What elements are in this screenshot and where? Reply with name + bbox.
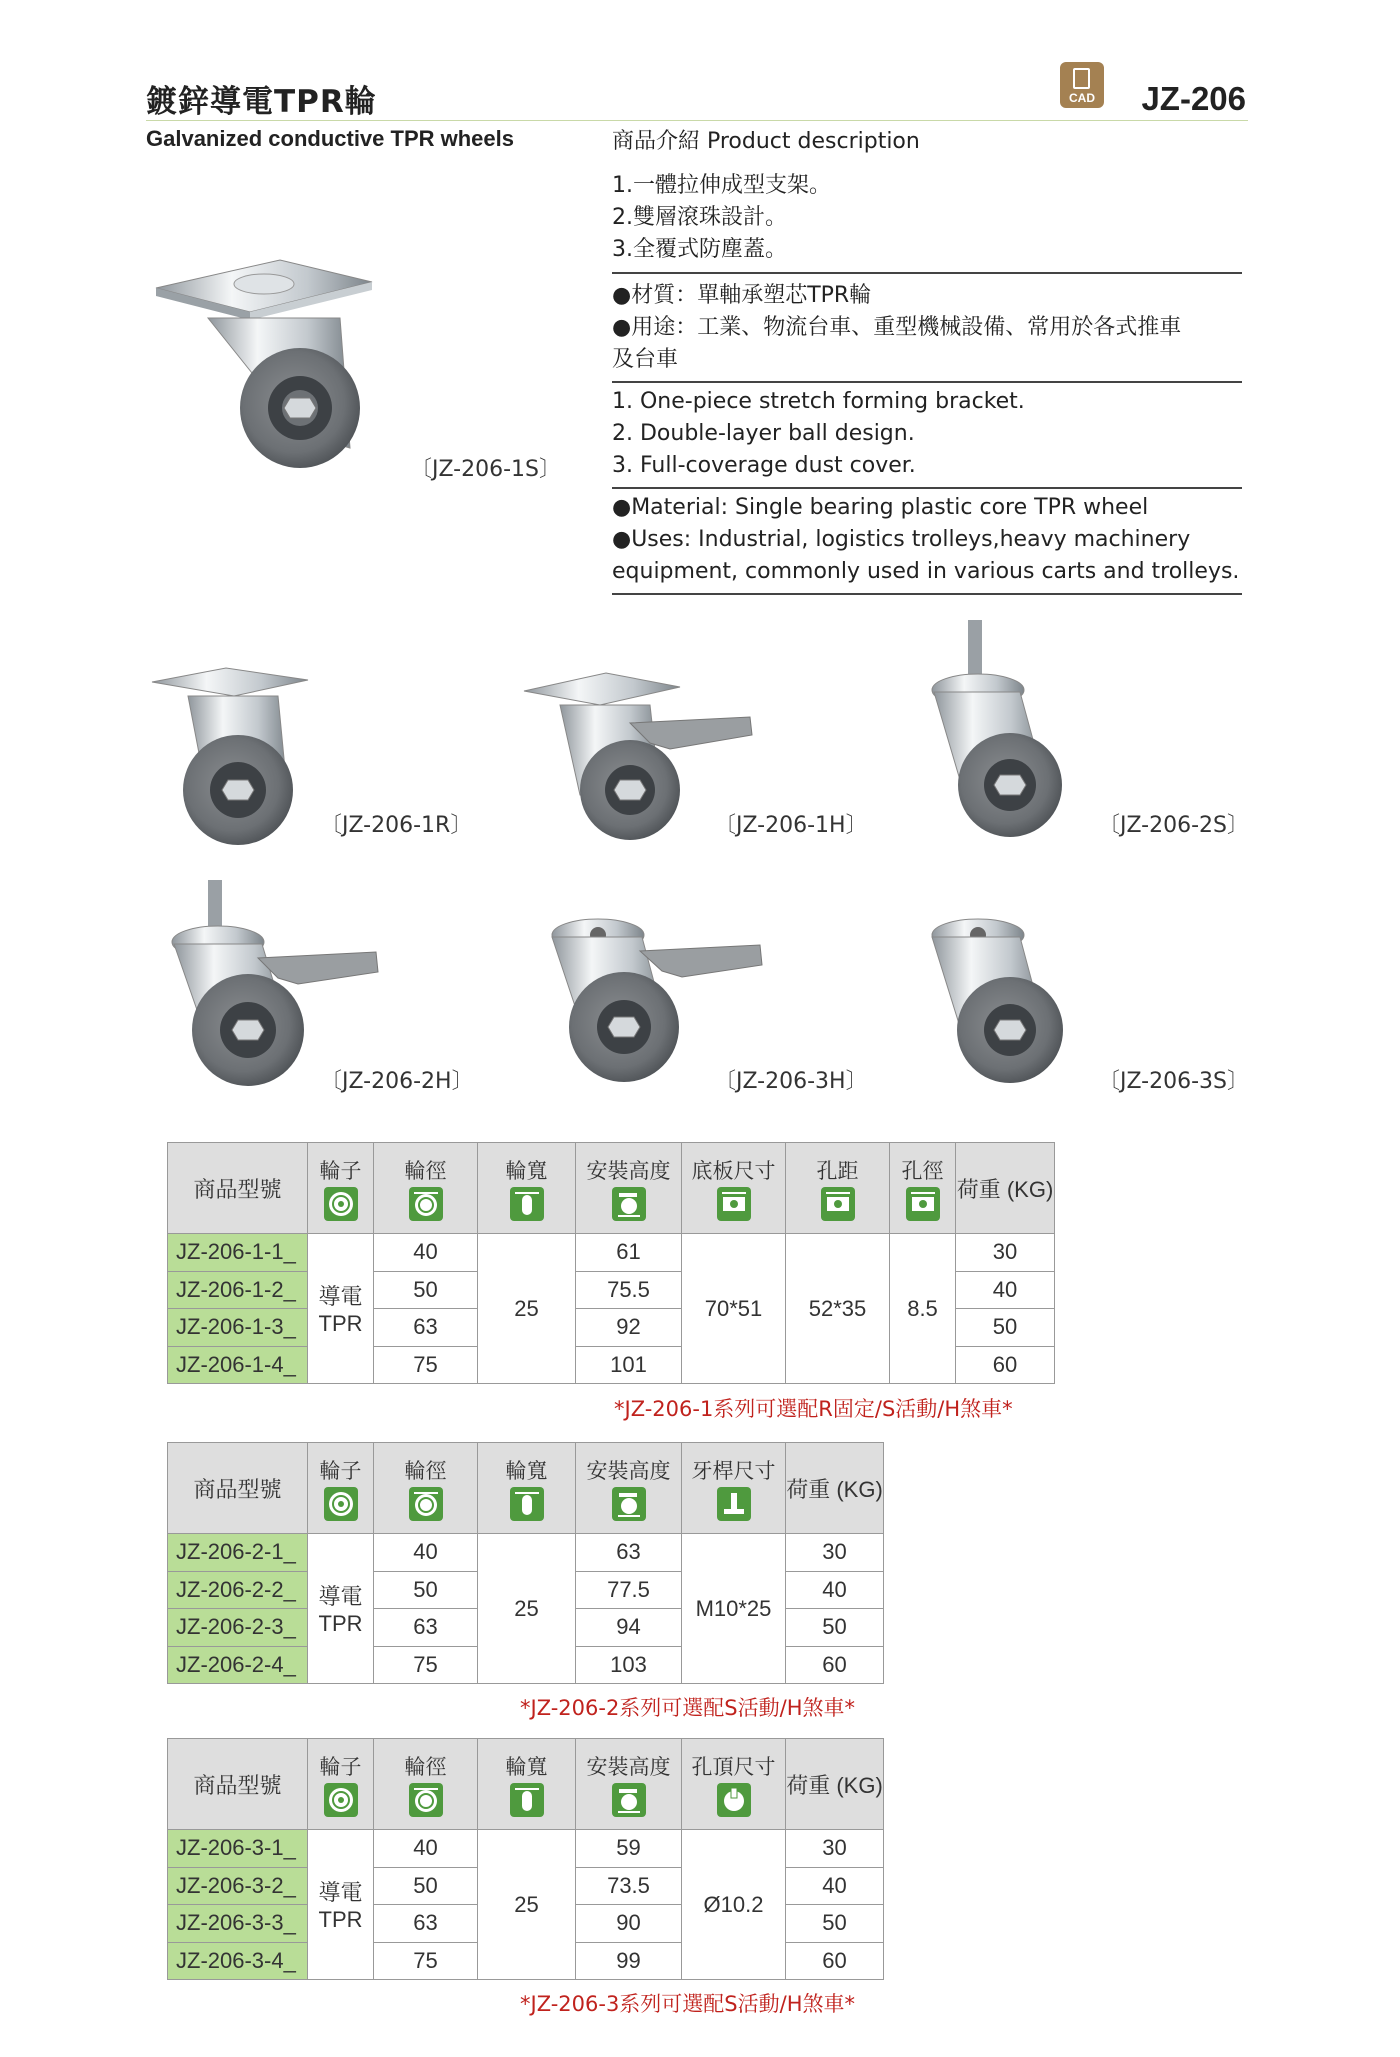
caster-3s-image bbox=[920, 915, 1080, 1090]
en-feature-2: 2. Double-layer ball design. bbox=[612, 421, 915, 446]
diameter-icon bbox=[409, 1187, 443, 1221]
cad-label: CAD bbox=[1069, 91, 1095, 105]
table3-note: *JZ-206-3系列可選配S活動/H煞車* bbox=[520, 1992, 856, 2016]
hole-distance-icon bbox=[821, 1187, 855, 1221]
height-cell: 103 bbox=[576, 1646, 682, 1684]
model-cell: JZ-206-1-2_ bbox=[168, 1271, 308, 1309]
wheel-type-cell: 導電 TPR bbox=[308, 1830, 374, 1980]
height-cell: 99 bbox=[576, 1942, 682, 1980]
diameter-cell: 50 bbox=[374, 1271, 478, 1309]
description-heading: 商品介紹 Product description bbox=[612, 129, 920, 154]
header-height: 安裝高度 bbox=[576, 1443, 682, 1534]
top-hole-icon bbox=[717, 1783, 751, 1817]
title-zh: 鍍鋅導電TPR輪 bbox=[146, 84, 377, 120]
spec-table-3 bbox=[167, 1738, 884, 1980]
table2-note: *JZ-206-2系列可選配S活動/H煞車* bbox=[520, 1696, 856, 1720]
hole-icon bbox=[906, 1187, 940, 1221]
header-model: 商品型號 bbox=[168, 1443, 308, 1534]
header-wheel: 輪子 bbox=[308, 1143, 374, 1234]
desc-rule-4 bbox=[612, 593, 1242, 595]
header-width: 輪寬 bbox=[478, 1739, 576, 1830]
height-cell: 63 bbox=[576, 1534, 682, 1572]
height-cell: 90 bbox=[576, 1905, 682, 1943]
model-cell: JZ-206-1-3_ bbox=[168, 1309, 308, 1347]
height-cell: 73.5 bbox=[576, 1867, 682, 1905]
load-cell: 60 bbox=[786, 1646, 884, 1684]
model-cell: JZ-206-2-3_ bbox=[168, 1609, 308, 1647]
caster-3h-label: 〔JZ-206-3H〕 bbox=[714, 1069, 868, 1094]
caster-2s-image bbox=[920, 620, 1080, 840]
model-number: JZ-206 bbox=[1141, 80, 1246, 117]
load-cell: 30 bbox=[956, 1234, 1055, 1272]
header-hole-distance: 孔距 bbox=[786, 1143, 890, 1234]
height-cell: 75.5 bbox=[576, 1271, 682, 1309]
caster-2h-image bbox=[168, 880, 388, 1090]
height-cell: 101 bbox=[576, 1346, 682, 1384]
diameter-cell: 50 bbox=[374, 1571, 478, 1609]
caster-1s-image bbox=[150, 248, 380, 493]
model-cell: JZ-206-2-1_ bbox=[168, 1534, 308, 1572]
plate-icon bbox=[717, 1187, 751, 1221]
caster-1h-label: 〔JZ-206-1H〕 bbox=[714, 813, 868, 838]
header-height: 安裝高度 bbox=[576, 1739, 682, 1830]
thread-cell: M10*25 bbox=[682, 1534, 786, 1684]
diameter-cell: 40 bbox=[374, 1830, 478, 1868]
width-cell: 25 bbox=[478, 1234, 576, 1384]
caster-2s-label: 〔JZ-206-2S〕 bbox=[1098, 813, 1250, 838]
load-cell: 40 bbox=[786, 1571, 884, 1609]
header-width: 輪寬 bbox=[478, 1443, 576, 1534]
diameter-cell: 75 bbox=[374, 1346, 478, 1384]
width-cell: 25 bbox=[478, 1830, 576, 1980]
load-cell: 50 bbox=[786, 1609, 884, 1647]
plate-cell: 70*51 bbox=[682, 1234, 786, 1384]
header-height: 安裝高度 bbox=[576, 1143, 682, 1234]
en-material: ●Material: Single bearing plastic core TPR wheel bbox=[612, 495, 1149, 520]
load-cell: 50 bbox=[786, 1905, 884, 1943]
height-cell: 92 bbox=[576, 1309, 682, 1347]
diameter-cell: 75 bbox=[374, 1942, 478, 1980]
diameter-cell: 63 bbox=[374, 1309, 478, 1347]
zh-feature-1: 1.一體拉伸成型支架。 bbox=[612, 173, 831, 198]
height-icon bbox=[612, 1783, 646, 1817]
height-icon bbox=[612, 1187, 646, 1221]
load-cell: 60 bbox=[786, 1942, 884, 1980]
cad-download-button[interactable] bbox=[1060, 62, 1104, 108]
header-thread: 牙桿尺寸 bbox=[682, 1443, 786, 1534]
load-cell: 50 bbox=[956, 1309, 1055, 1347]
zh-feature-3: 3.全覆式防塵蓋。 bbox=[612, 237, 787, 262]
hole-distance-cell: 52*35 bbox=[786, 1234, 890, 1384]
header-model: 商品型號 bbox=[168, 1739, 308, 1830]
header-divider bbox=[146, 120, 1248, 121]
header-wheel: 輪子 bbox=[308, 1443, 374, 1534]
diameter-cell: 40 bbox=[374, 1234, 478, 1272]
load-cell: 40 bbox=[956, 1271, 1055, 1309]
wheel-type-cell: 導電 TPR bbox=[308, 1234, 374, 1384]
wheel-icon bbox=[324, 1783, 358, 1817]
header-plate: 底板尺寸 bbox=[682, 1143, 786, 1234]
header-top-hole: 孔頂尺寸 bbox=[682, 1739, 786, 1830]
caster-1r-image bbox=[148, 660, 318, 850]
header-model: 商品型號 bbox=[168, 1143, 308, 1234]
header-diameter: 輪徑 bbox=[374, 1443, 478, 1534]
height-cell: 61 bbox=[576, 1234, 682, 1272]
header-load: 荷重 (KG) bbox=[786, 1739, 884, 1830]
width-cell: 25 bbox=[478, 1534, 576, 1684]
en-use-2: equipment, commonly used in various carts and trolleys. bbox=[612, 559, 1240, 584]
caster-1s-label: 〔JZ-206-1S〕 bbox=[410, 457, 562, 482]
caster-3s-label: 〔JZ-206-3S〕 bbox=[1098, 1069, 1250, 1094]
en-feature-3: 3. Full-coverage dust cover. bbox=[612, 453, 916, 478]
spec-table-1 bbox=[167, 1142, 1055, 1384]
load-cell: 30 bbox=[786, 1534, 884, 1572]
header-load: 荷重 (KG) bbox=[956, 1143, 1055, 1234]
en-use-1: ●Uses: Industrial, logistics trolleys,heavy machinery bbox=[612, 527, 1191, 552]
height-icon bbox=[612, 1487, 646, 1521]
load-cell: 30 bbox=[786, 1830, 884, 1868]
zh-material: ●材質：單軸承塑芯TPR輪 bbox=[612, 283, 872, 308]
header-width: 輪寬 bbox=[478, 1143, 576, 1234]
zh-feature-2: 2.雙層滾珠設計。 bbox=[612, 205, 787, 230]
table1-note: *JZ-206-1系列可選配R固定/S活動/H煞車* bbox=[614, 1397, 1013, 1421]
width-icon bbox=[510, 1783, 544, 1817]
diameter-cell: 40 bbox=[374, 1534, 478, 1572]
model-cell: JZ-206-3-1_ bbox=[168, 1830, 308, 1868]
document-icon bbox=[1073, 68, 1090, 89]
model-cell: JZ-206-3-2_ bbox=[168, 1867, 308, 1905]
diameter-icon bbox=[409, 1487, 443, 1521]
diameter-cell: 50 bbox=[374, 1867, 478, 1905]
caster-1r-label: 〔JZ-206-1R〕 bbox=[320, 813, 473, 838]
model-cell: JZ-206-1-1_ bbox=[168, 1234, 308, 1272]
model-cell: JZ-206-1-4_ bbox=[168, 1346, 308, 1384]
width-icon bbox=[510, 1487, 544, 1521]
spec-table-2 bbox=[167, 1442, 884, 1684]
thread-icon bbox=[717, 1487, 751, 1521]
desc-rule-1 bbox=[612, 272, 1242, 274]
top-hole-cell: Ø10.2 bbox=[682, 1830, 786, 1980]
diameter-icon bbox=[409, 1783, 443, 1817]
zh-use-2: 及台車 bbox=[612, 347, 679, 372]
title-en: Galvanized conductive TPR wheels bbox=[146, 126, 514, 151]
caster-2h-label: 〔JZ-206-2H〕 bbox=[320, 1069, 474, 1094]
header-diameter: 輪徑 bbox=[374, 1143, 478, 1234]
diameter-cell: 63 bbox=[374, 1905, 478, 1943]
wheel-icon bbox=[324, 1487, 358, 1521]
height-cell: 59 bbox=[576, 1830, 682, 1868]
load-cell: 40 bbox=[786, 1867, 884, 1905]
model-cell: JZ-206-2-2_ bbox=[168, 1571, 308, 1609]
model-cell: JZ-206-3-4_ bbox=[168, 1942, 308, 1980]
wheel-type-cell: 導電 TPR bbox=[308, 1534, 374, 1684]
en-feature-1: 1. One-piece stretch forming bracket. bbox=[612, 389, 1025, 414]
desc-rule-2 bbox=[612, 381, 1242, 383]
model-cell: JZ-206-3-3_ bbox=[168, 1905, 308, 1943]
zh-use-1: ●用途：工業、物流台車、重型機械設備、常用於各式推車 bbox=[612, 315, 1182, 340]
hole-cell: 8.5 bbox=[890, 1234, 956, 1384]
header-diameter: 輪徑 bbox=[374, 1739, 478, 1830]
model-cell: JZ-206-2-4_ bbox=[168, 1646, 308, 1684]
load-cell: 60 bbox=[956, 1346, 1055, 1384]
header-hole: 孔徑 bbox=[890, 1143, 956, 1234]
diameter-cell: 63 bbox=[374, 1609, 478, 1647]
header-load: 荷重 (KG) bbox=[786, 1443, 884, 1534]
width-icon bbox=[510, 1187, 544, 1221]
wheel-icon bbox=[324, 1187, 358, 1221]
height-cell: 94 bbox=[576, 1609, 682, 1647]
desc-rule-3 bbox=[612, 487, 1242, 489]
diameter-cell: 75 bbox=[374, 1646, 478, 1684]
header-wheel: 輪子 bbox=[308, 1739, 374, 1830]
height-cell: 77.5 bbox=[576, 1571, 682, 1609]
